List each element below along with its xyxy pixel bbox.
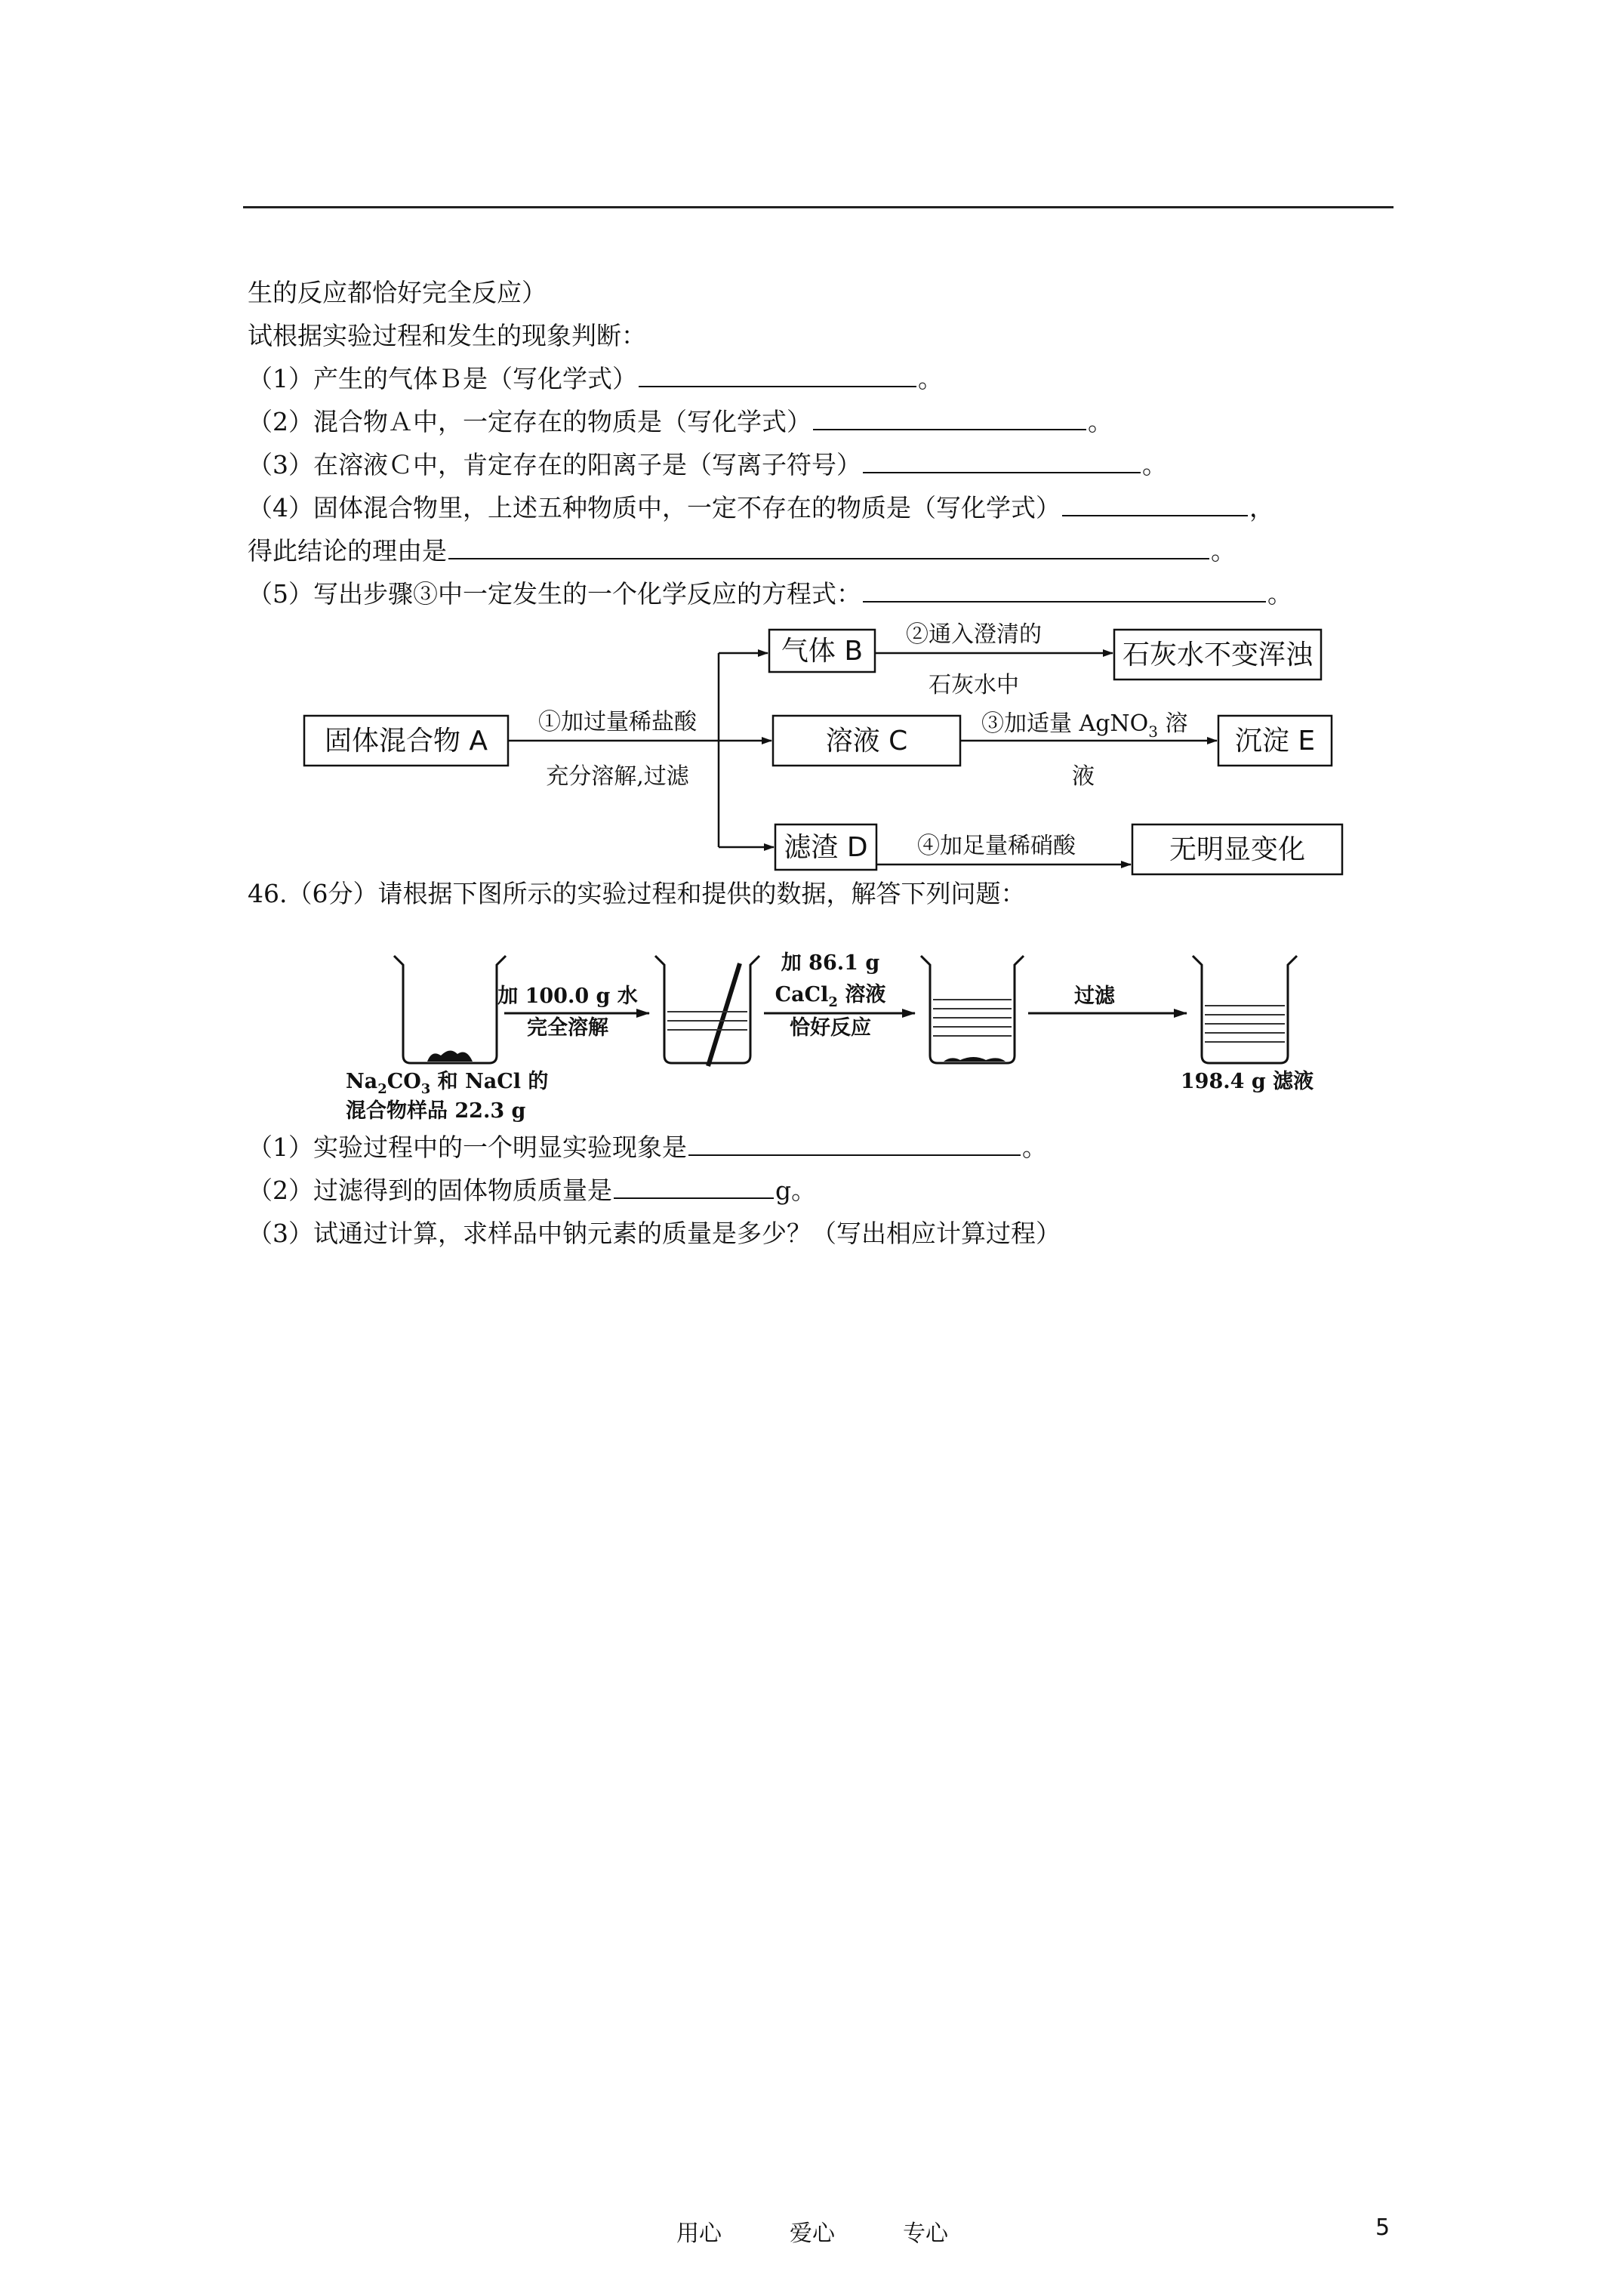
question-4: [248, 492, 1274, 525]
answer-blank-1[interactable]: [639, 363, 916, 387]
beaker-1: [394, 956, 506, 1063]
label-mixture-a: 固体混合物 A: [324, 726, 488, 757]
beaker-4: [1193, 956, 1297, 1063]
sub-question-1: [248, 1131, 1047, 1164]
period: 。: [1022, 1133, 1047, 1162]
step3-reagent-cont: 液: [1072, 763, 1095, 790]
label-precipitate-e: 沉淀 E: [1234, 726, 1316, 757]
header-rule: [243, 206, 1394, 208]
footer-motto: 用心 爱心 专心: [676, 2220, 948, 2247]
step-add-water: 加 100.0 g 水: [497, 985, 638, 1008]
step3-reagent: ③加适量 AgNO$_3$ 溶: [981, 710, 1188, 741]
comma: ，: [1249, 493, 1274, 522]
sample-mass-label: 混合物样品 22.3 g: [346, 1099, 526, 1123]
answer-blank-3[interactable]: [863, 449, 1141, 473]
question-1-text: （1）产生的气体Ｂ是（写化学式）: [248, 364, 637, 393]
step-filter: 过滤: [1074, 985, 1115, 1008]
step2-reagent: ②通入澄清的: [906, 621, 1042, 648]
sub-question-2: [248, 1174, 816, 1207]
label-residue-d: 滤渣 D: [784, 832, 868, 863]
question-5-text: （5）写出步骤③中一定发生的一个化学反应的方程式：: [248, 579, 861, 609]
label-limewater-result: 石灰水不变浑浊: [1122, 639, 1313, 670]
question-4-reason: [248, 535, 1236, 568]
step-dissolve: 完全溶解: [527, 1016, 608, 1040]
precipitate-pile: [944, 1057, 1006, 1062]
step2-target: 石灰水中: [929, 672, 1019, 698]
step1-operation: 充分溶解,过滤: [546, 763, 689, 790]
answer-blank-4b[interactable]: [448, 535, 1209, 559]
unit-grams: g。: [775, 1176, 817, 1205]
question-4-reason-text: 得此结论的理由是: [248, 536, 447, 566]
question-3: [248, 448, 1167, 482]
beaker-experiment-diagram: [0, 936, 1623, 1133]
period: 。: [1088, 407, 1113, 436]
sample-label: $Na_2CO_3$ 和 NaCl 的: [346, 1070, 549, 1097]
question-3-text: （3）在溶液Ｃ中，肯定存在的阳离子是（写离子符号）: [248, 450, 861, 479]
page-number: 5: [1375, 2214, 1390, 2241]
sub-question-3: （3）试通过计算，求样品中钠元素的质量是多少？（写出相应计算过程）: [248, 1219, 1061, 1248]
answer-blank-s1[interactable]: [688, 1132, 1021, 1156]
question-2-text: （2）混合物Ａ中，一定存在的物质是（写化学式）: [248, 407, 812, 436]
question-4-text: （4）固体混合物里，上述五种物质中，一定不存在的物质是（写化学式）: [248, 493, 1061, 522]
sub-question-2-text: （2）过滤得到的固体物质质量是: [248, 1176, 612, 1205]
solid-sample-pile: [427, 1050, 473, 1062]
label-no-change: 无明显变化: [1169, 834, 1306, 865]
period: 。: [918, 364, 943, 393]
filtrate-label: 198.4 g 滤液: [1180, 1070, 1314, 1093]
period: 。: [1142, 450, 1167, 479]
answer-blank-4a[interactable]: [1062, 492, 1248, 516]
beaker-2: [655, 956, 759, 1063]
glass-rod: [708, 963, 740, 1066]
step4-reagent: ④加足量稀硝酸: [917, 833, 1076, 859]
step-exact-reaction: 恰好反应: [790, 1016, 871, 1040]
answer-blank-2[interactable]: [813, 406, 1086, 430]
problem-46: 46.（6分）请根据下图所示的实验过程和提供的数据，解答下列问题：: [248, 879, 1026, 908]
text-line-2: 试根据实验过程和发生的现象判断：: [248, 321, 646, 350]
answer-blank-s2[interactable]: [614, 1175, 774, 1199]
period: 。: [1267, 579, 1292, 609]
step1-reagent: ①加过量稀盐酸: [538, 709, 697, 735]
text-line-1: 生的反应都恰好完全反应）: [248, 278, 547, 307]
question-1: [248, 362, 943, 396]
sub-question-1-text: （1）实验过程中的一个明显实验现象是: [248, 1133, 687, 1162]
answer-blank-5[interactable]: [863, 578, 1266, 603]
step-add-cacl2: CaCl$_2$ 溶液: [775, 983, 886, 1010]
period: 。: [1211, 536, 1236, 566]
step-add-mass: 加 86.1 g: [781, 951, 880, 975]
label-solution-c: 溶液 C: [825, 726, 908, 757]
question-2: [248, 405, 1113, 439]
label-gas-b: 气体 B: [781, 636, 864, 667]
flowchart-diagram: [0, 604, 1623, 891]
